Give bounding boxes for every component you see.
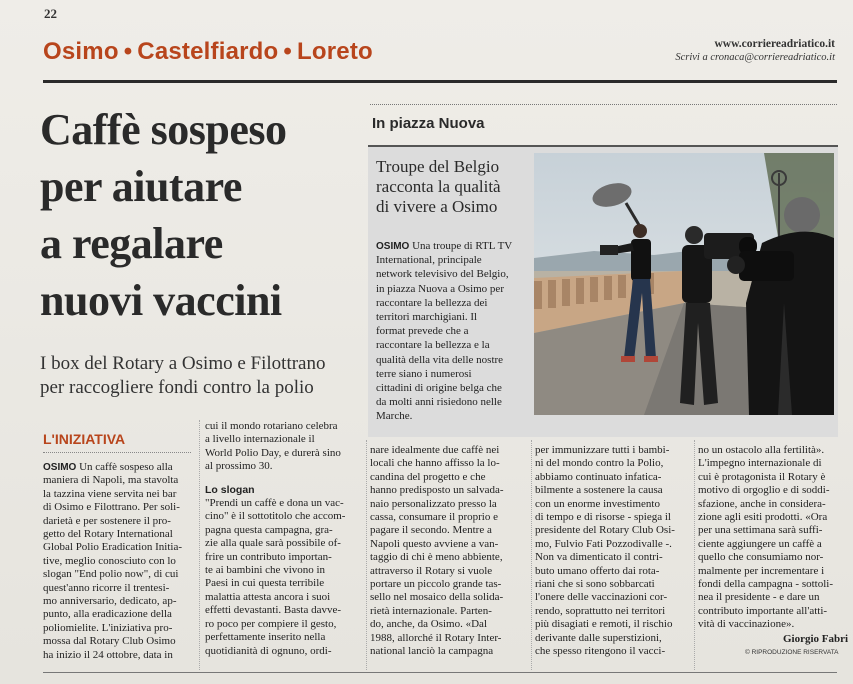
- sidebar-body-line: Una troupe di RTL TV: [412, 240, 513, 252]
- article-kicker: OSIMO: [43, 462, 77, 473]
- article-line: te ai bambini che vivono in: [205, 564, 326, 577]
- subheadline: [40, 352, 370, 400]
- header-rule: [43, 80, 837, 83]
- article-line: riani che si sono sobbarcati: [535, 578, 655, 591]
- article-line: motivo di orgoglio e di soddi-: [698, 484, 830, 497]
- article-line: mo anniversario, dedicato, ap-: [43, 595, 177, 608]
- article-line: contributo importante all'atti-: [698, 604, 828, 617]
- article-line: ni del mondo contro la Polio,: [535, 457, 664, 470]
- article-line: sello nel mosaico della solida-: [370, 591, 504, 604]
- article-line: pagna questa campagna, gra-: [205, 523, 333, 536]
- sidebar-label: In piazza Nuova: [372, 115, 485, 132]
- subheadline-line: per raccogliere fondi contro la polio: [40, 377, 314, 398]
- article-line: quotidianità di ognuno, ordi-: [205, 644, 332, 657]
- subheadline-line: I box del Rotary a Osimo e Filottrano: [40, 353, 326, 374]
- article-line: locali che hanno affisso la lo-: [370, 457, 500, 470]
- article-line: vità di vaccinazione».: [698, 618, 795, 631]
- article-line: a livello internazionale il: [205, 433, 315, 446]
- contact-email[interactable]: Scrivi a cronaca@corriereadriatico.it: [675, 52, 835, 63]
- article-line: la tazzina viene servita nei bar: [43, 487, 177, 500]
- tv-crew-photo: [534, 153, 834, 415]
- article-line: Paesi in cui questa terribile: [205, 577, 325, 590]
- sidebar-body-line: cittadini di origine belga che: [376, 382, 502, 395]
- sidebar-body-line: network televisivo del Belgio,: [376, 268, 509, 281]
- article-column-4: [535, 444, 695, 659]
- article-line: frire un contributo importan-: [205, 550, 332, 563]
- article-line: per una settimana sarà suffi-: [698, 524, 823, 537]
- article-line: national lanciò la campagna: [370, 645, 494, 658]
- section-osimo: Osimo: [43, 38, 119, 65]
- article-line: 1988, allorché il Rotary Inter-: [370, 631, 502, 644]
- article-line: mossa dal Rotary Club Osimo: [43, 635, 176, 648]
- article-line: "Prendi un caffè e dona un vac-: [205, 497, 344, 510]
- article-line: buto umano offerto dai rota-: [535, 564, 660, 577]
- article-line: rendo, soprattutto nei territori: [535, 604, 666, 617]
- sidebar-body-line: qualità della vita delle nostre: [376, 353, 504, 366]
- article-line: pagare il secondo. Mentre a: [370, 524, 492, 537]
- article-line: abbiamo continuato infatica-: [535, 470, 662, 483]
- headline: [40, 101, 365, 329]
- article-line: portare un piccolo grande tas-: [370, 578, 502, 591]
- article-line: presidente del Rotary Club Osi-: [535, 524, 675, 537]
- sidebar-body-line: in piazza Nuova a Osimo per: [376, 282, 504, 295]
- article-line: taggio di chi è meno abbiente,: [370, 551, 503, 564]
- article-line: getto del Rotary International: [43, 528, 173, 541]
- article-line: cui il mondo rotariano celebra: [205, 420, 338, 432]
- page-number: 22: [44, 6, 57, 21]
- article-column-2: [205, 420, 361, 658]
- article-line: zione agli esiti prodotti. «Ora: [698, 511, 828, 524]
- article-line: cui è protagonista il Rotary è: [698, 470, 826, 483]
- article-line: nea il presidente - e dare un: [698, 591, 820, 604]
- sidebar-body-line: raccontare la bellezza dei: [376, 296, 488, 309]
- sidebar-body-line: Marche.: [376, 410, 413, 423]
- dotted-divider: [370, 104, 837, 105]
- sidebar-body-line: raccontare la bellezza e la: [376, 339, 490, 352]
- article-column-1: [43, 461, 193, 662]
- sidebar-kicker: OSIMO: [376, 241, 410, 252]
- article-subheading: Lo slogan: [205, 483, 255, 496]
- article-line: che spesso ritengono il vacci-: [535, 645, 666, 658]
- article-line: ha inizio il 24 ottobre, data in: [43, 648, 173, 661]
- sidebar-title-line: Troupe del Belgio: [376, 157, 500, 176]
- section-loreto: Loreto: [297, 38, 373, 65]
- article-line: nare idealmente due caffè nei: [370, 444, 500, 456]
- section-header: [43, 38, 373, 66]
- web-info: [675, 38, 835, 64]
- article-line: Non va dimenticato il contri-: [535, 551, 663, 564]
- article-line: punto, alla eradicazione della: [43, 608, 172, 621]
- article-line: più disagiati e remoti, il rischio: [535, 618, 673, 631]
- article-line: naio personalizzato presso la: [370, 497, 497, 510]
- article-line: attraverso il Rotary si vuole: [370, 564, 493, 577]
- sidebar-body-line: format prevede che a: [376, 325, 469, 338]
- article-line: tive, meglio conosciuto con lo: [43, 554, 176, 567]
- article-line: candina del progetto e che: [370, 470, 486, 483]
- headline-line: a regalare: [40, 219, 223, 268]
- article-line: World Polio Day, e durerà sino: [205, 446, 341, 459]
- column-separator: [694, 440, 695, 670]
- article-line: derivante dalle superstizioni,: [535, 631, 662, 644]
- article-line: no un ostacolo alla fertilità».: [698, 444, 825, 456]
- article-line: cassa, consumare il proprio e: [370, 511, 498, 524]
- sidebar-body-line: terre siano i numerosi: [376, 367, 472, 380]
- sidebar-title-line: racconta la qualità: [376, 177, 501, 196]
- column-separator: [199, 420, 200, 670]
- article-column-5: [698, 444, 840, 632]
- column-separator: [366, 440, 367, 670]
- article-line: per immunizzare tutti i bambi-: [535, 444, 670, 456]
- article-line: effetti devastanti. Basta davve-: [205, 604, 342, 617]
- author-signature: Giorgio Fabri: [783, 633, 849, 645]
- article-line: perfettamente inserito nella: [205, 631, 326, 644]
- article-line: slogan "End polio now", di cui: [43, 568, 179, 581]
- article-label-rule: [43, 452, 191, 453]
- article-column-3: [370, 444, 528, 659]
- section-castelfidardo: Castelfiardo: [137, 38, 279, 65]
- article-line: hanno predisposto un salvada-: [370, 484, 504, 497]
- article-line: mo, Fulvio Fati Pozzodivalle -.: [535, 537, 672, 550]
- article-line: malmente per incrementare i: [698, 564, 825, 577]
- article-line: darietà e per sostenere il pro-: [43, 514, 171, 527]
- sidebar-title-line: di vivere a Osimo: [376, 197, 498, 216]
- article-line: quello che consumiamo nor-: [698, 551, 824, 564]
- article-line: quest'anno ricorre il trentesi-: [43, 581, 170, 594]
- article-line: Un caffè sospeso alla: [79, 461, 173, 473]
- headline-line: Caffè sospeso: [40, 105, 287, 154]
- bottom-rule: [43, 672, 837, 673]
- sidebar-body-line: da molti anni risiedono nelle: [376, 396, 502, 409]
- article-line: do, anche, da Osimo. «Dal: [370, 618, 487, 631]
- article-line: rietà internazionale. Parten-: [370, 604, 492, 617]
- article-line: al prossimo 30.: [205, 460, 273, 473]
- sidebar-body: [376, 239, 528, 424]
- article-line: Global Polio Eradication Initia-: [43, 541, 182, 554]
- column-separator: [531, 440, 532, 670]
- article-line: Napoli questo avviene a van-: [370, 537, 499, 550]
- article-line: di tempo e di risorse - spiega il: [535, 511, 671, 524]
- headline-line: per aiutare: [40, 162, 242, 211]
- sidebar-title: [376, 157, 526, 217]
- article-line: L'impegno internazionale di: [698, 457, 822, 470]
- article-label: L'INIZIATIVA: [43, 431, 126, 447]
- article-line: malattia attesta ancora i suoi: [205, 590, 331, 603]
- headline-line: nuovi vaccini: [40, 276, 282, 325]
- sidebar-body-line: International, principale: [376, 254, 482, 267]
- article-line: con un enorme investimento: [535, 497, 660, 510]
- article-line: ro poco per compiere il gesto,: [205, 617, 337, 630]
- website-url[interactable]: www.corriereadriatico.it: [714, 38, 835, 50]
- article-line: ciente aggiungere un caffè a: [698, 537, 822, 550]
- copyright-note: © RIPRODUZIONE RISERVATA: [745, 649, 839, 656]
- article-line: cino" è il sottotitolo che accom-: [205, 510, 346, 523]
- article-line: fondi della campagna - sottoli-: [698, 578, 834, 591]
- article-line: maniera di Napoli, ma stavolta: [43, 474, 179, 487]
- article-line: bilmente a sostenere la causa: [535, 484, 663, 497]
- section-dot-icon: •: [123, 38, 133, 65]
- sidebar-body-line: territori marchigiani. Il: [376, 311, 478, 324]
- photo-illustration-icon: [534, 153, 834, 415]
- article-line: zie alla quale sarà possibile of-: [205, 537, 341, 550]
- article-line: l'onere delle vaccinazioni cor-: [535, 591, 668, 604]
- section-dot-icon: •: [283, 38, 293, 65]
- article-line: poliomielite. L'iniziativa pro-: [43, 621, 173, 634]
- article-line: di Osimo e Filottrano. Per soli-: [43, 501, 180, 514]
- article-line: sfazione, anche in considera-: [698, 497, 826, 510]
